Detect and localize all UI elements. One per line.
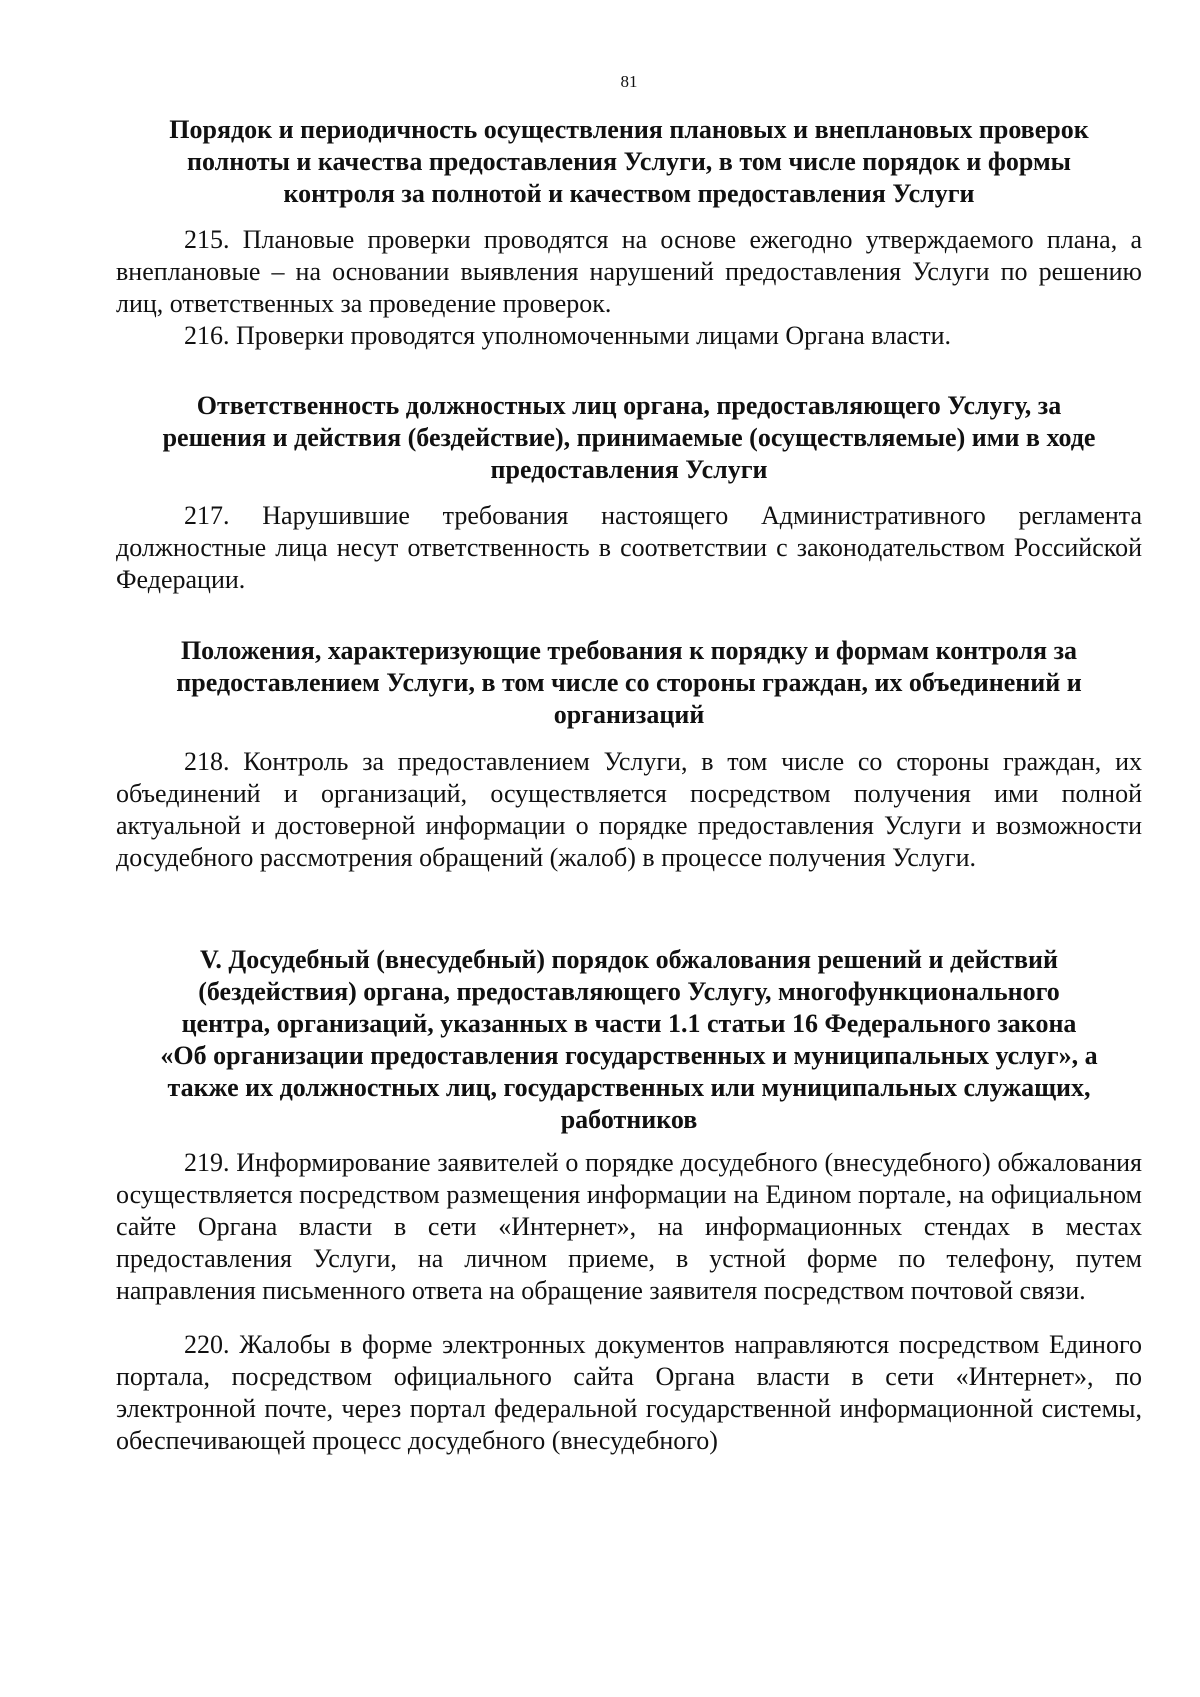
paragraph-217: 217. Нарушившие требования настоящего Административного регламента должностные лица несут ответственность в соответствии с законодательством Российской Федерации. (116, 501, 1142, 594)
paragraph-220: 220. Жалобы в форме электронных документов направляются посредством Единого портала, посредством официального сайта Органа власти в сети «Интернет», по электронной почте, через портал федеральной государственной информационной системы, обеспечивающей процесс досудебного (внесудебного) (116, 1330, 1142, 1455)
paragraph-219: 219. Информирование заявителей о порядке досудебного (внесудебного) обжалования осуществляется посредством размещения информации на Едином портале, на официальном сайте Органа власти в сети «Интернет», на информационных стендах в местах предоставления Услуги, на личном приеме, в устной форме по телефону, путем направления письменного ответа на обращение заявителя посредством почтовой связи. (116, 1148, 1142, 1305)
paragraph-216: 216. Проверки проводятся уполномоченными лицами Органа власти. (184, 321, 952, 350)
section-heading-control-provisions: Положения, характеризующие требования к порядку и формам контроля за предоставлением Услуги, в том числе со стороны граждан, их объединений и организаций (176, 636, 1082, 729)
section-heading-pretrial-appeal: V. Досудебный (внесудебный) порядок обжалования решений и действий (бездействия) органа, предоставляющего Услугу, многофункционального центра, организаций, указанных в части 1.1 статьи 16 Федерального закона «Об организации предоставления государственных и муниципальных услуг», а также их должностных лиц, государственных или муниципальных служащих, работников (160, 945, 1098, 1134)
paragraph-215: 215. Плановые проверки проводятся на основе ежегодно утверждаемого плана, а внеплановые – на основании выявления нарушений предоставления Услуги по решению лиц, ответственных за проведение проверок. (116, 225, 1142, 318)
section-heading-responsibility: Ответственность должностных лиц органа, предоставляющего Услугу, за решения и действия (бездействие), принимаемые (осуществляемые) ими в ходе предоставления Услуги (162, 391, 1096, 484)
paragraph-218: 218. Контроль за предоставлением Услуги, в том числе со стороны граждан, их объединений и организаций, осуществляется посредством получения ими полной актуальной и достоверной информации о порядке предоставления Услуги и возможности досудебного рассмотрения обращений (жалоб) в процессе получения Услуги. (116, 747, 1142, 872)
page-number: 81 (620, 72, 638, 91)
section-heading-inspections: Порядок и периодичность осуществления плановых и внеплановых проверок полноты и качества предоставления Услуги, в том числе порядок и формы контроля за полнотой и качеством предоставления Услуги (169, 115, 1089, 208)
